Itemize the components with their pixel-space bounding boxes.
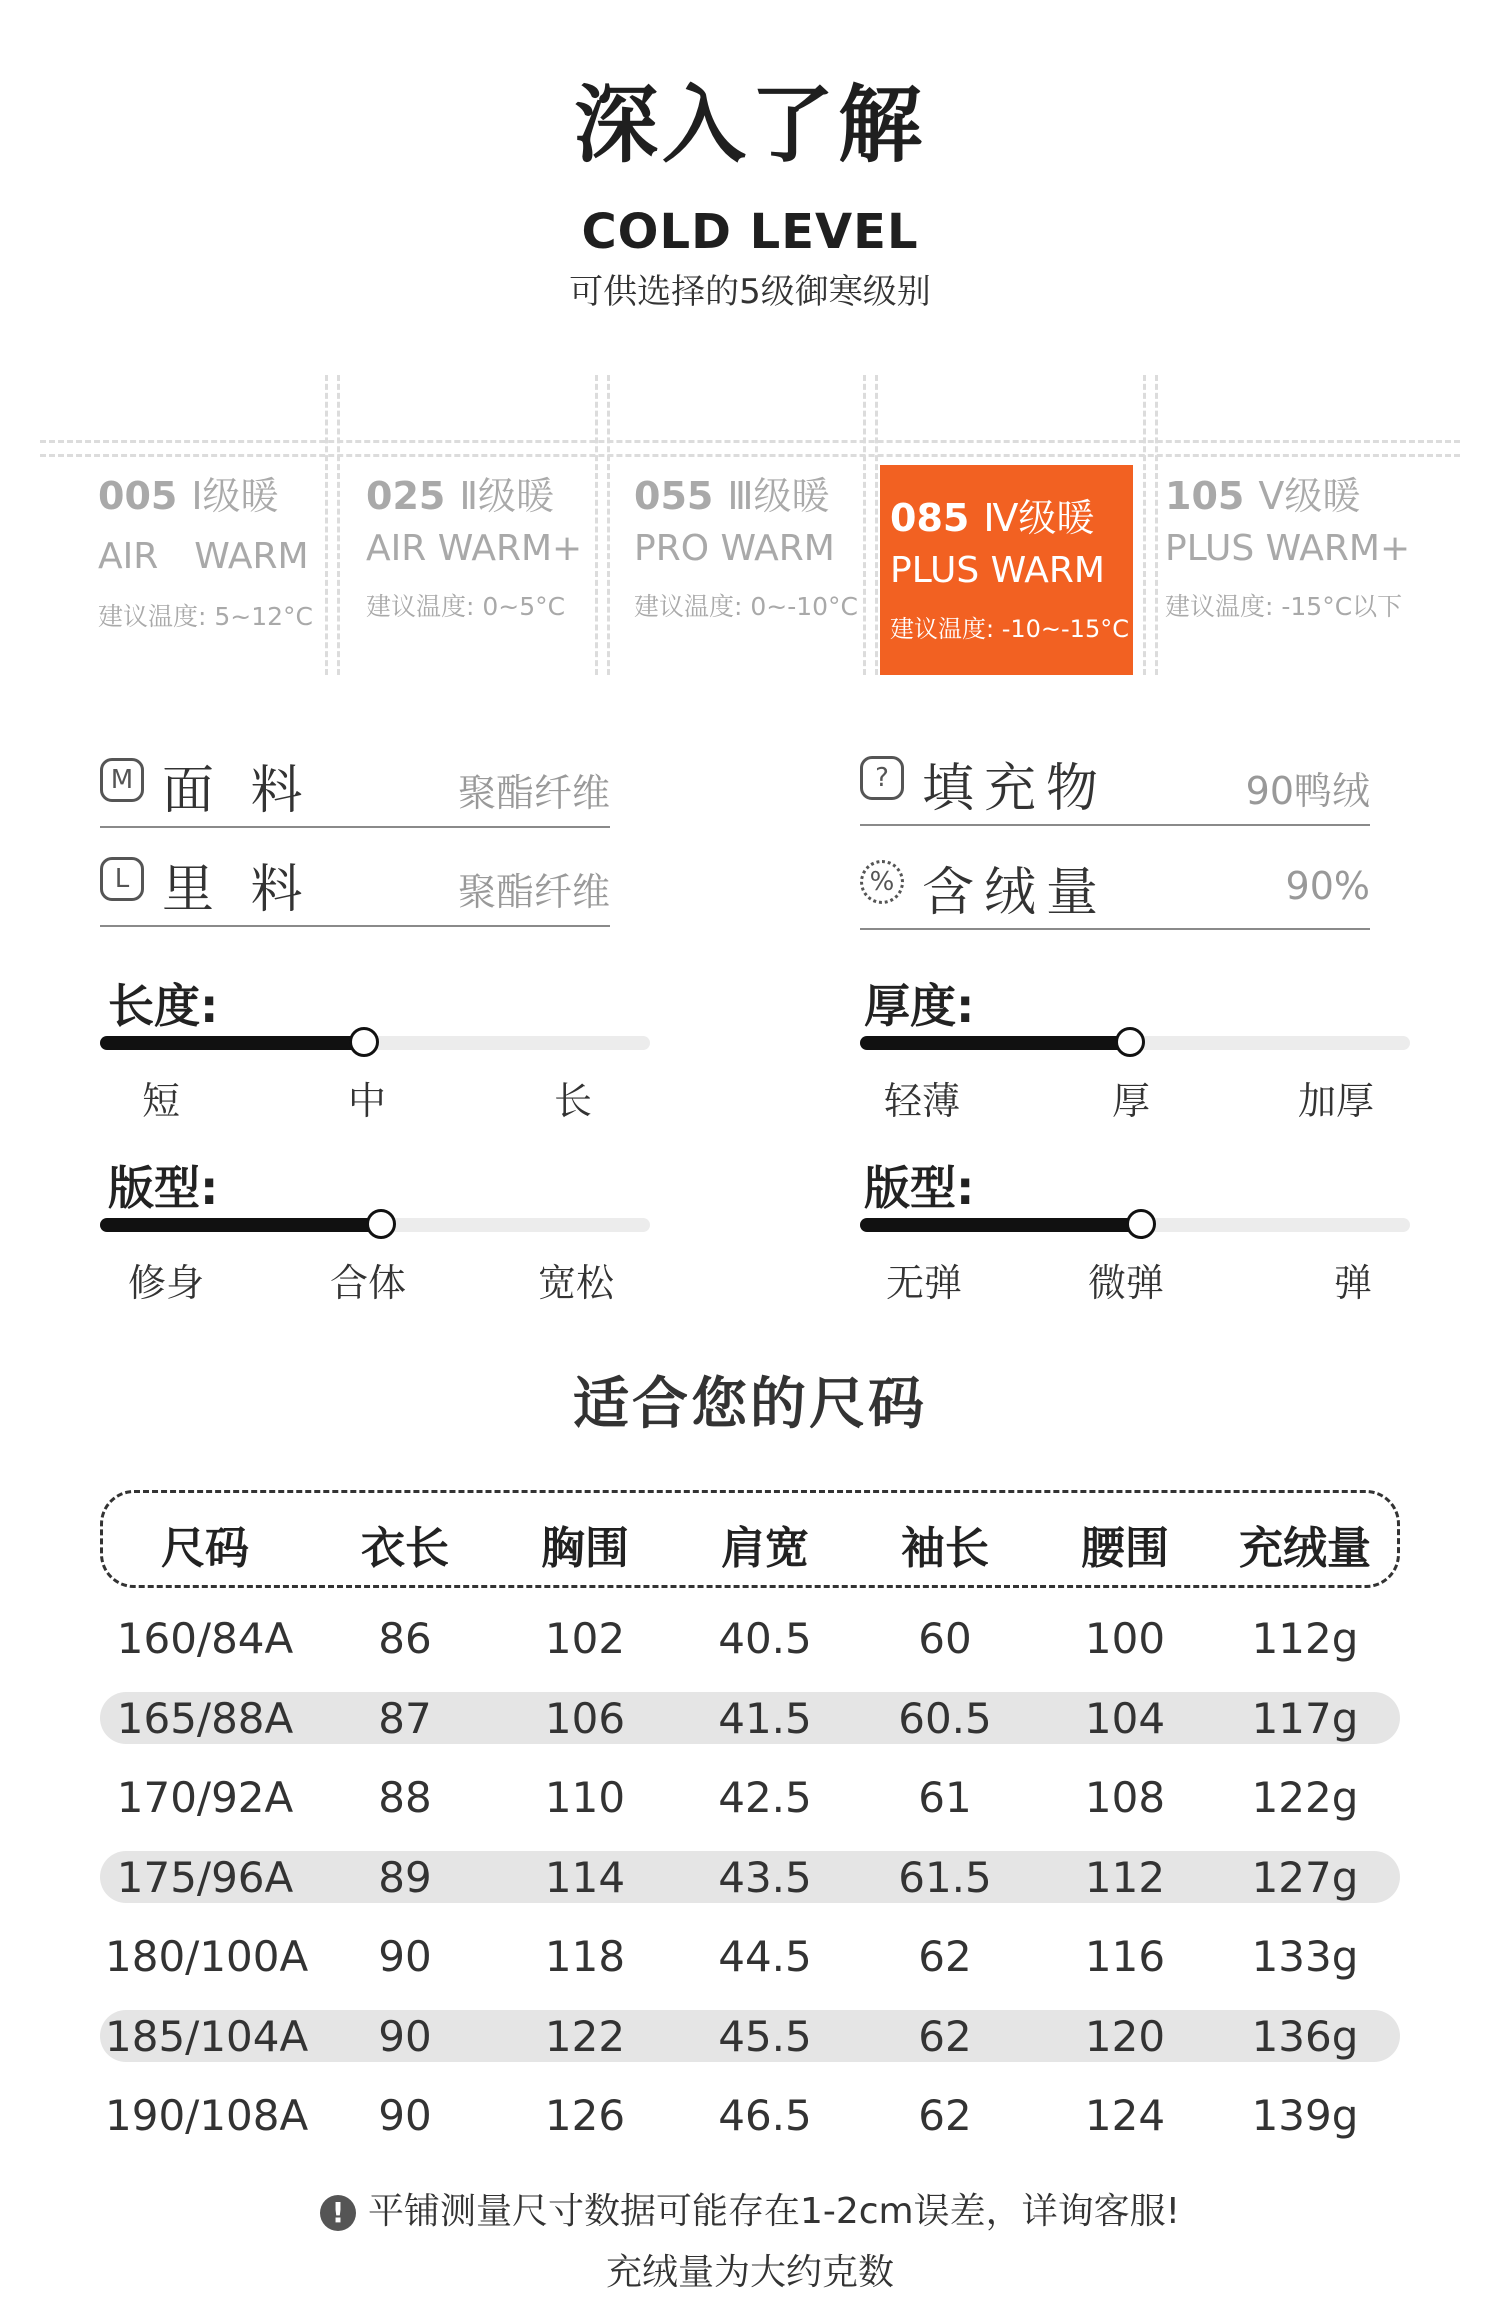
table-cell: 116 — [1084, 1932, 1166, 1981]
level-name: PRO WARM — [634, 528, 835, 569]
table-cell: 139g — [1251, 2091, 1359, 2140]
table-cell: 106 — [544, 1693, 626, 1743]
table-cell: 87 — [378, 1693, 432, 1743]
column-header: 尺码 — [161, 1523, 249, 1574]
level-temp: 建议温度: 5~12°C — [98, 602, 313, 631]
tick-label: 短 — [142, 1079, 181, 1123]
cold-level-heading: COLD LEVEL — [581, 204, 919, 260]
column-header: 衣长 — [361, 1523, 449, 1574]
tick-label: 弹 — [1334, 1261, 1373, 1305]
table-cell: 62 — [918, 2011, 972, 2061]
table-cell: 110 — [544, 1773, 626, 1822]
level-grade: Ⅴ级暖 — [1258, 474, 1361, 518]
note-text: 平铺测量尺寸数据可能存在1-2cm误差，详询客服! — [367, 2191, 1181, 2232]
level-grade: Ⅱ级暖 — [459, 474, 555, 518]
table-cell: 185/104A — [105, 2011, 309, 2061]
table-cell: 126 — [544, 2091, 626, 2140]
table-cell: 102 — [544, 1614, 626, 1663]
table-cell: 112g — [1251, 1614, 1359, 1663]
tick-label: 合体 — [330, 1261, 407, 1305]
down-content-value: 90% — [1285, 864, 1370, 908]
fit-title: 版型: — [108, 1161, 219, 1215]
table-cell: 124 — [1084, 2091, 1166, 2140]
table-cell: 175/96A — [116, 1852, 294, 1902]
tick-label: 中 — [348, 1079, 387, 1123]
level-grade: Ⅳ级暖 — [983, 496, 1095, 540]
lining-value: 聚酯纤维 — [457, 870, 610, 914]
table-cell: 43.5 — [718, 1852, 812, 1902]
table-cell: 180/100A — [105, 1932, 309, 1981]
table-cell: 122g — [1251, 1773, 1359, 1822]
table-cell: 100 — [1084, 1614, 1166, 1663]
lining-icon: L — [100, 857, 144, 901]
table-cell: 42.5 — [718, 1773, 812, 1822]
table-cell: 190/108A — [105, 2091, 309, 2140]
level-temp: 建议温度: -15°C以下 — [1165, 592, 1403, 621]
table-cell: 127g — [1251, 1852, 1359, 1902]
length-title: 长度: — [108, 979, 219, 1033]
level-grade: Ⅲ级暖 — [727, 474, 830, 518]
column-header: 充绒量 — [1239, 1523, 1371, 1574]
level-name: AIR WARM — [98, 536, 309, 577]
table-cell: 61.5 — [898, 1852, 992, 1902]
fabric-value: 聚酯纤维 — [457, 771, 610, 815]
table-cell: 90 — [378, 2091, 432, 2140]
tick-label: 厚 — [1112, 1079, 1151, 1123]
table-cell: 62 — [918, 2091, 972, 2140]
measurement-note — [0, 2183, 1500, 2234]
table-cell: 46.5 — [718, 2091, 812, 2140]
table-cell: 170/92A — [116, 1773, 294, 1822]
table-cell: 112 — [1084, 1852, 1166, 1902]
level-temp: 建议温度: 0~-10°C — [634, 592, 859, 621]
level-temp: 建议温度: 0~5°C — [366, 592, 566, 621]
table-cell: 165/88A — [116, 1693, 294, 1743]
tick-label: 加厚 — [1298, 1079, 1375, 1123]
lining-label: 里 料 — [162, 860, 313, 920]
filling-label: 填充物 — [922, 759, 1109, 819]
table-cell: 114 — [544, 1852, 626, 1902]
table-cell: 60 — [918, 1614, 972, 1663]
table-cell: 160/84A — [116, 1614, 294, 1663]
down-weight-note: 充绒量为大约克数 — [605, 2252, 894, 2293]
table-cell: 133g — [1251, 1932, 1359, 1981]
table-cell: 89 — [378, 1852, 432, 1902]
tick-label: 无弹 — [886, 1261, 963, 1305]
level-temp: 建议温度: -10~-15°C — [890, 615, 1129, 643]
level-code: 055 — [634, 474, 714, 518]
table-cell: 136g — [1251, 2011, 1359, 2061]
table-cell: 60.5 — [898, 1693, 992, 1743]
stretch-title: 版型: — [864, 1161, 975, 1215]
table-cell: 90 — [378, 1932, 432, 1981]
column-header: 腰围 — [1081, 1523, 1169, 1574]
tick-label: 长 — [554, 1079, 593, 1123]
cold-level-subtitle: 可供选择的5级御寒级别 — [569, 272, 931, 312]
table-cell: 44.5 — [718, 1932, 812, 1981]
question-icon: ? — [860, 756, 904, 800]
table-cell: 61 — [918, 1773, 972, 1822]
level-name: PLUS WARM+ — [1165, 528, 1411, 569]
level-code: 025 — [366, 474, 446, 518]
table-cell: 104 — [1084, 1693, 1166, 1743]
table-cell: 45.5 — [718, 2011, 812, 2061]
table-cell: 118 — [544, 1932, 626, 1981]
exclamation-icon: ! — [320, 2195, 356, 2231]
level-grade: Ⅰ级暖 — [191, 474, 279, 518]
table-cell: 108 — [1084, 1773, 1166, 1822]
level-code: 005 — [98, 474, 178, 518]
table-cell: 117g — [1251, 1693, 1359, 1743]
table-cell: 88 — [378, 1773, 432, 1822]
fabric-icon: M — [100, 758, 144, 802]
tick-label: 轻薄 — [884, 1079, 961, 1123]
table-cell: 90 — [378, 2011, 432, 2061]
table-cell: 86 — [378, 1614, 432, 1663]
percent-icon: % — [860, 860, 904, 904]
table-cell: 62 — [918, 1932, 972, 1981]
level-code: 085 — [890, 496, 970, 540]
table-cell: 40.5 — [718, 1614, 812, 1663]
level-name: AIR WARM+ — [366, 528, 583, 569]
tick-label: 微弹 — [1088, 1261, 1165, 1305]
table-cell: 41.5 — [718, 1693, 812, 1743]
table-cell: 120 — [1084, 2011, 1166, 2061]
tick-label: 宽松 — [538, 1261, 615, 1305]
down-content-label: 含绒量 — [922, 863, 1109, 923]
filling-value: 90鸭绒 — [1245, 769, 1370, 813]
fabric-label: 面 料 — [162, 761, 313, 821]
thickness-title: 厚度: — [864, 979, 975, 1033]
level-name: PLUS WARM — [890, 550, 1105, 591]
column-header: 胸围 — [541, 1523, 629, 1574]
tick-label: 修身 — [128, 1261, 205, 1305]
level-code: 105 — [1165, 474, 1245, 518]
page-title: 深入了解 — [573, 76, 926, 174]
table-cell: 122 — [544, 2011, 626, 2061]
size-section-title: 适合您的尺码 — [573, 1372, 927, 1437]
column-header: 肩宽 — [721, 1523, 809, 1574]
column-header: 袖长 — [901, 1523, 989, 1574]
